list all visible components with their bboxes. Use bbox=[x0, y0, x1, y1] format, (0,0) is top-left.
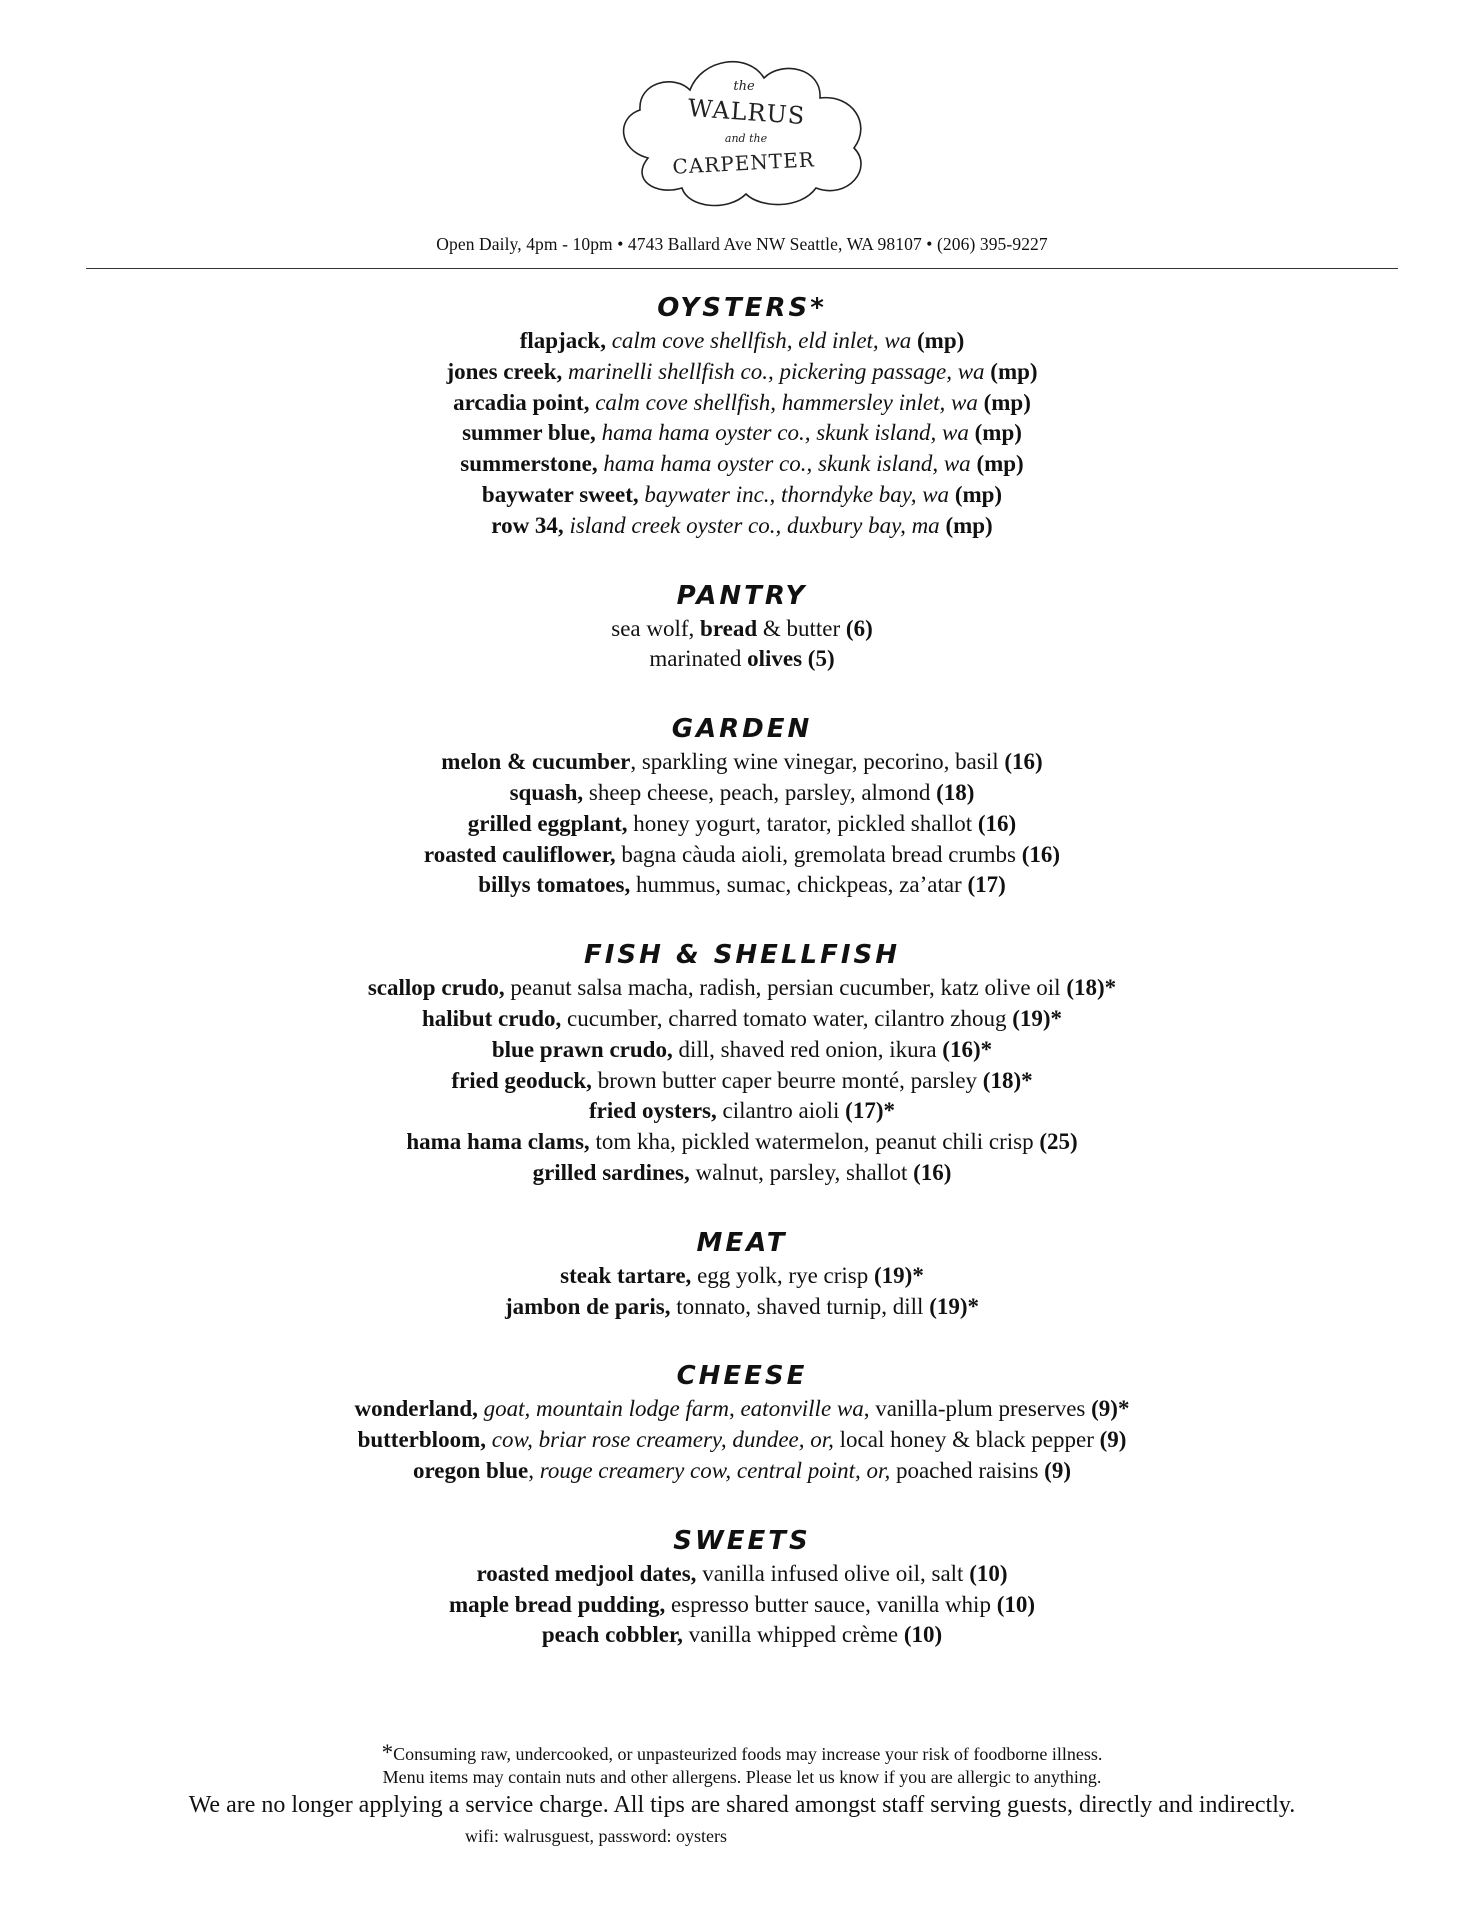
item-price: (19)* bbox=[874, 1262, 924, 1288]
item-desc: cucumber, charred tomato water, cilantro zhoug bbox=[567, 1005, 1007, 1031]
item-price: (16) bbox=[1021, 841, 1061, 867]
item-origin: , rouge creamery cow, central point, or, bbox=[528, 1457, 891, 1483]
item-desc: hummus, sumac, chickpeas, za’atar bbox=[636, 872, 962, 898]
menu-item bbox=[0, 1425, 1484, 1456]
item-name: summer blue, bbox=[462, 420, 596, 446]
section-oysters bbox=[0, 290, 1484, 542]
menu-item bbox=[0, 388, 1484, 419]
menu-item bbox=[0, 326, 1484, 357]
logo-text-carpenter: CARPENTER bbox=[671, 147, 816, 179]
item-price: (6) bbox=[845, 615, 873, 641]
section-garden bbox=[0, 711, 1484, 901]
item-name: blue prawn crudo, bbox=[491, 1036, 673, 1062]
menu-item bbox=[0, 1066, 1484, 1097]
item-name: grilled sardines, bbox=[532, 1159, 690, 1185]
section-title: PANTRY bbox=[676, 580, 808, 611]
logo-text-walrus: WALRUS bbox=[686, 93, 807, 131]
logo-text-the: the bbox=[733, 79, 755, 94]
item-price: (18)* bbox=[982, 1067, 1033, 1093]
item-desc: , sparkling wine vinegar, pecorino, basil bbox=[630, 749, 999, 775]
restaurant-logo bbox=[608, 38, 880, 214]
menu-item bbox=[0, 1004, 1484, 1035]
item-desc: tom kha, pickled watermelon, peanut chili crisp bbox=[595, 1129, 1034, 1155]
item-name: row 34, bbox=[491, 512, 564, 538]
disclaimer-asterisk: * bbox=[381, 1740, 394, 1765]
allergen-disclaimer: Menu items may contain nuts and other allergens. Please let us know if you are allergic to anything. bbox=[382, 1767, 1102, 1787]
item-origin: goat, mountain lodge farm, eatonville wa bbox=[483, 1396, 864, 1422]
section-title: CHEESE bbox=[676, 1361, 808, 1392]
item-price: (mp) bbox=[983, 389, 1031, 415]
menu-item bbox=[0, 1158, 1484, 1189]
item-price: (19)* bbox=[929, 1293, 980, 1319]
item-price: (18) bbox=[936, 779, 975, 805]
item-desc: walnut, parsley, shallot bbox=[695, 1159, 908, 1185]
section-fish-shellfish bbox=[0, 937, 1484, 1189]
item-name: oregon blue bbox=[413, 1457, 529, 1483]
menu-item bbox=[0, 747, 1484, 778]
item-desc: brown butter caper beurre monté, parsley bbox=[597, 1067, 978, 1093]
item-price: (mp) bbox=[917, 328, 965, 353]
item-price: (mp) bbox=[945, 512, 993, 538]
menu-item bbox=[0, 870, 1484, 901]
item-name: halibut crudo, bbox=[421, 1005, 562, 1031]
item-price: (9) bbox=[1044, 1457, 1071, 1483]
item-name: fried oysters, bbox=[589, 1098, 717, 1124]
item-desc: bagna càuda aioli, gremolata bread crumbs bbox=[621, 841, 1016, 867]
menu-item bbox=[0, 1292, 1484, 1323]
item-desc: hama hama oyster co., skunk island, wa bbox=[601, 420, 969, 446]
item-desc: local honey & black pepper bbox=[839, 1427, 1094, 1453]
item-price: (mp) bbox=[954, 481, 1003, 507]
menu-item bbox=[0, 778, 1484, 809]
item-desc: calm cove shellfish, hammersley inlet, wa bbox=[595, 389, 978, 415]
item-name: peach cobbler, bbox=[541, 1622, 683, 1648]
item-name: squash, bbox=[509, 779, 584, 805]
item-price: (9) bbox=[1099, 1427, 1127, 1453]
menu-item bbox=[0, 1620, 1484, 1651]
menu-item bbox=[0, 1035, 1484, 1066]
item-price: (25) bbox=[1039, 1129, 1078, 1155]
item-name: melon & cucumber bbox=[441, 749, 631, 775]
item-name: baywater sweet, bbox=[481, 481, 639, 507]
menu-item bbox=[0, 1127, 1484, 1158]
item-desc: peanut salsa macha, radish, persian cucumber, katz olive oil bbox=[510, 975, 1061, 1001]
item-desc: marinated bbox=[649, 646, 742, 672]
item-desc: baywater inc., thorndyke bay, wa bbox=[644, 481, 950, 507]
item-desc: dill, shaved red onion, ikura bbox=[678, 1036, 937, 1062]
item-name: bread bbox=[700, 615, 758, 641]
item-name: flapjack, bbox=[519, 328, 606, 353]
item-name: billys tomatoes, bbox=[478, 872, 631, 898]
item-desc: vanilla whipped crème bbox=[688, 1622, 899, 1648]
menu-item bbox=[0, 644, 1484, 675]
restaurant-info: Open Daily, 4pm - 10pm • 4743 Ballard Ave NW Seattle, WA 98107 • (206) 395-9227 bbox=[436, 234, 1048, 254]
item-desc: poached raisins bbox=[895, 1457, 1039, 1483]
item-origin: cow, briar rose creamery, dundee, or, bbox=[491, 1427, 834, 1453]
raw-food-disclaimer bbox=[0, 1740, 1484, 1766]
menu-item bbox=[0, 840, 1484, 871]
item-price: (19)* bbox=[1012, 1005, 1063, 1031]
item-price: (17) bbox=[967, 872, 1006, 898]
item-desc: marinelli shellfish co., pickering passage, wa bbox=[568, 358, 985, 384]
section-title: OYSTERS* bbox=[657, 293, 827, 323]
wifi-info: wifi: walrusguest, password: oysters bbox=[465, 1826, 727, 1846]
item-desc: hama hama oyster co., skunk island, wa bbox=[603, 451, 971, 477]
item-name: wonderland, bbox=[354, 1396, 478, 1422]
item-name: roasted medjool dates, bbox=[476, 1560, 697, 1586]
section-title: GARDEN bbox=[671, 714, 813, 745]
item-desc: calm cove shellfish, eld inlet, wa bbox=[611, 328, 912, 353]
item-price: (mp) bbox=[974, 420, 1022, 446]
item-desc: vanilla infused olive oil, salt bbox=[702, 1560, 964, 1586]
menu-item bbox=[0, 418, 1484, 449]
item-price: (16)* bbox=[942, 1036, 993, 1062]
menu-item bbox=[0, 1456, 1484, 1487]
menu-item bbox=[0, 1559, 1484, 1590]
menu-item bbox=[0, 1096, 1484, 1127]
item-name: scallop crudo, bbox=[367, 975, 505, 1001]
item-name: roasted cauliflower, bbox=[423, 841, 616, 867]
item-name: maple bread pudding, bbox=[448, 1591, 666, 1617]
section-title: MEAT bbox=[696, 1227, 788, 1258]
item-name: grilled eggplant, bbox=[467, 810, 628, 836]
item-name: summerstone, bbox=[460, 451, 598, 477]
item-price: (17)* bbox=[845, 1098, 895, 1124]
menu-item bbox=[0, 1590, 1484, 1621]
menu-item bbox=[0, 1261, 1484, 1292]
section-title: SWEETS bbox=[673, 1525, 811, 1556]
item-price: (10) bbox=[969, 1560, 1008, 1586]
header-divider bbox=[86, 268, 1398, 269]
section-title: FISH & SHELLFISH bbox=[584, 940, 900, 971]
item-price: (10) bbox=[903, 1622, 943, 1648]
item-name: steak tartare, bbox=[560, 1262, 692, 1288]
section-meat bbox=[0, 1225, 1484, 1323]
item-price: (10) bbox=[996, 1591, 1036, 1617]
item-desc: , vanilla-plum preserves bbox=[863, 1396, 1086, 1422]
menu-item bbox=[0, 809, 1484, 840]
item-price: (mp) bbox=[976, 451, 1024, 477]
item-name: olives bbox=[747, 646, 803, 672]
menu-item bbox=[0, 614, 1484, 645]
menu bbox=[0, 290, 1484, 1651]
item-price: (18)* bbox=[1066, 975, 1117, 1001]
menu-item bbox=[0, 480, 1484, 511]
menu-item bbox=[0, 357, 1484, 388]
item-price: (16) bbox=[913, 1159, 952, 1185]
item-name: butterbloom, bbox=[357, 1427, 486, 1453]
logo-cloud-icon bbox=[608, 38, 880, 214]
menu-item bbox=[0, 511, 1484, 542]
item-name: fried geoduck, bbox=[451, 1067, 592, 1093]
service-charge-note: We are no longer applying a service charge. All tips are shared amongst staff serving guests, directly and indirectly. bbox=[188, 1792, 1296, 1818]
menu-item bbox=[0, 449, 1484, 480]
item-price: (16) bbox=[977, 810, 1017, 836]
menu-item bbox=[0, 973, 1484, 1004]
item-price: (16) bbox=[1004, 749, 1043, 775]
item-name: jones creek, bbox=[446, 358, 563, 384]
section-pantry bbox=[0, 578, 1484, 676]
item-desc: sheep cheese, peach, parsley, almond bbox=[588, 779, 931, 805]
item-desc: tonnato, shaved turnip, dill bbox=[676, 1293, 924, 1319]
item-desc: egg yolk, rye crisp bbox=[697, 1262, 869, 1288]
section-sweets bbox=[0, 1523, 1484, 1651]
item-desc: cilantro aioli bbox=[722, 1098, 840, 1124]
menu-item bbox=[0, 1394, 1484, 1425]
item-desc: espresso butter sauce, vanilla whip bbox=[670, 1591, 991, 1617]
logo-text-and-the: and the bbox=[724, 132, 768, 145]
disclaimer-text: Consuming raw, undercooked, or unpasteurized foods may increase your risk of foodborne illness. bbox=[393, 1744, 1103, 1764]
item-desc: island creek oyster co., duxbury bay, ma bbox=[569, 512, 940, 538]
item-desc: honey yogurt, tarator, pickled shallot bbox=[633, 810, 973, 836]
item-desc: & butter bbox=[762, 615, 841, 641]
item-price: (5) bbox=[807, 646, 835, 672]
section-cheese bbox=[0, 1358, 1484, 1486]
item-name: hama hama clams, bbox=[406, 1129, 590, 1155]
item-price: (mp) bbox=[990, 358, 1038, 384]
item-desc: sea wolf, bbox=[611, 615, 695, 641]
item-price: (9)* bbox=[1091, 1396, 1130, 1422]
item-name: arcadia point, bbox=[453, 389, 590, 415]
item-name: jambon de paris, bbox=[504, 1293, 671, 1319]
